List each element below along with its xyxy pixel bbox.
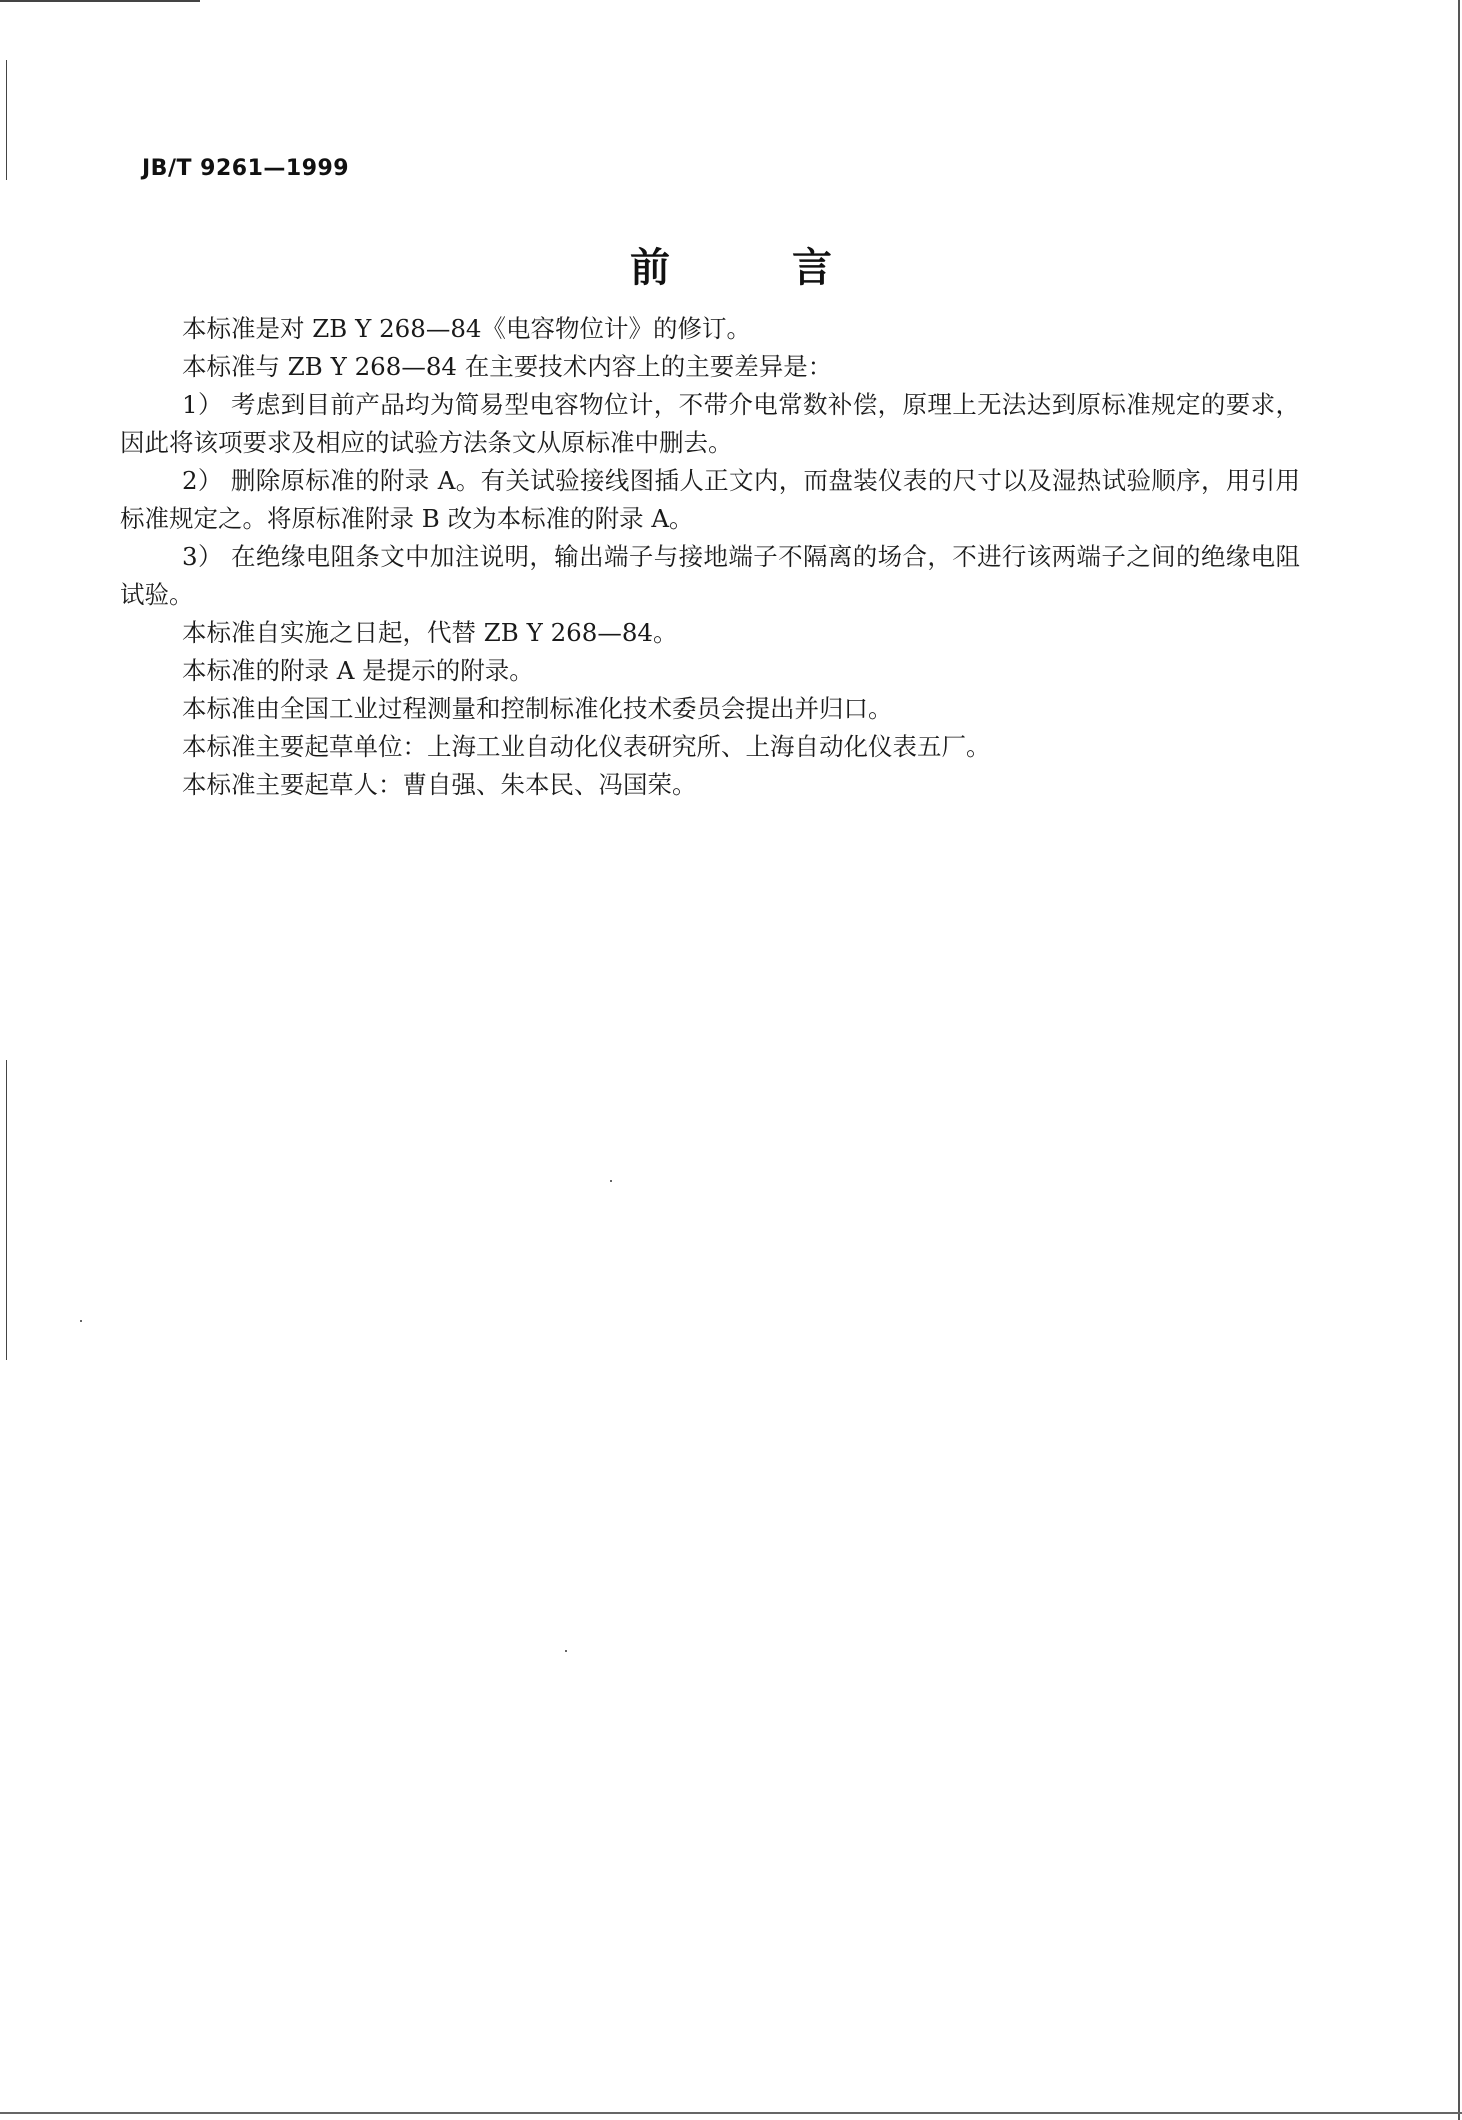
paragraph-committee: 本标准由全国工业过程测量和控制标准化技术委员会提出并归口。: [182, 694, 893, 723]
page-title: 前 言: [630, 244, 886, 291]
paragraph-drafting-units: 本标准主要起草单位：上海工业自动化仪表研究所、上海自动化仪表五厂。: [182, 732, 991, 761]
paragraph-revision: 本标准是对 ZB Y 268—84《电容物位计》的修订。: [182, 314, 752, 343]
paragraph-replacement: 本标准自实施之日起，代替 ZB Y 268—84。: [182, 618, 678, 647]
paragraph-difference-2: 2） 删除原标准的附录 A。有关试验接线图插人正文内，而盘装仪表的尺寸以及湿热试验顺序，用引用标准规定之。将原标准附录 B 改为本标准的附录 A。: [120, 466, 1300, 533]
scan-edge-top: [0, 0, 200, 2]
scan-edge-left: [6, 60, 7, 180]
paragraph-drafters: 本标准主要起草人：曹自强、朱本民、冯国荣。: [182, 770, 697, 799]
scan-edge-right: [1458, 0, 1460, 2120]
scan-speck: [610, 1180, 612, 1182]
paragraph-appendix: 本标准的附录 A 是提示的附录。: [182, 656, 534, 685]
scan-speck-3: [565, 1650, 567, 1652]
scan-edge-bottom: [0, 2112, 1462, 2114]
paragraph-differences-intro: 本标准与 ZB Y 268—84 在主要技术内容上的主要差异是：: [182, 352, 833, 381]
paragraph-difference-3: 3） 在绝缘电阻条文中加注说明，输出端子与接地端子不隔离的场合，不进行该两端子之间的绝缘电阻试验。: [120, 542, 1300, 609]
scan-speck-2: [80, 1320, 82, 1322]
standard-code: JB/T 9261—1999: [142, 156, 350, 181]
paragraph-difference-1: 1） 考虑到目前产品均为简易型电容物位计，不带介电常数补偿，原理上无法达到原标准规定的要求，因此将该项要求及相应的试验方法条文从原标准中删去。: [120, 390, 1300, 457]
scan-edge-left-2: [6, 1060, 7, 1360]
foreword-body: [120, 310, 1300, 804]
